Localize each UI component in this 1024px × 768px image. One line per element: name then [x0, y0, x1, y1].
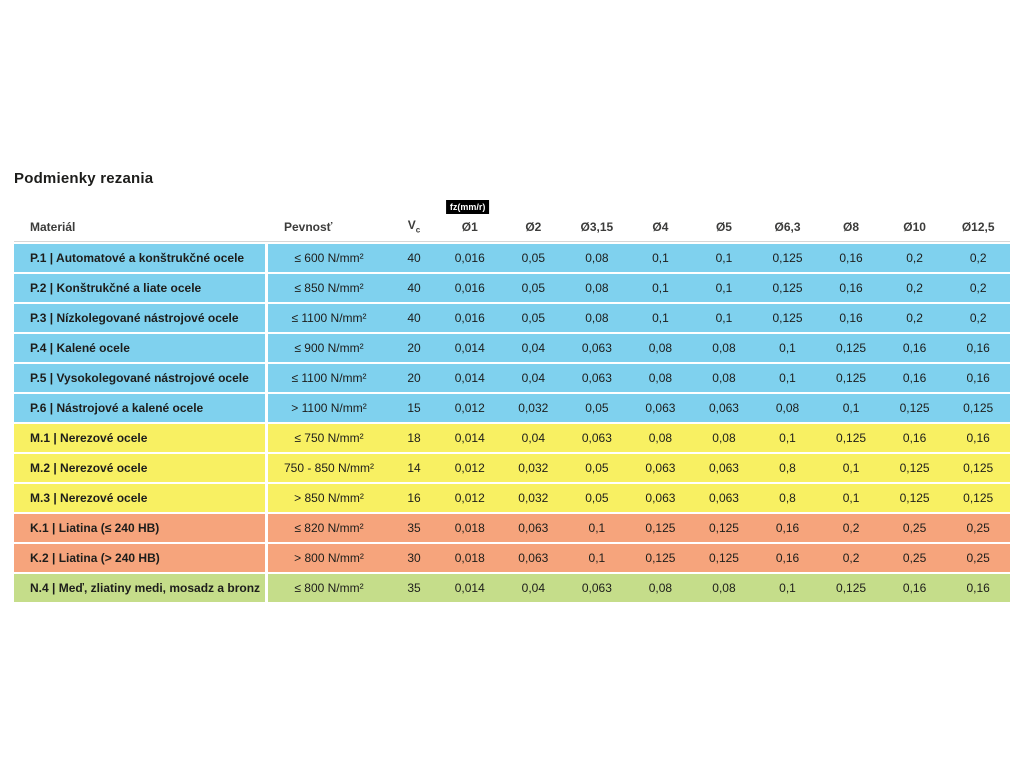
- fz-cell: 0,125: [629, 544, 693, 572]
- table-row: [14, 544, 1010, 572]
- header-diameter-9: Ø12,5: [946, 200, 1010, 242]
- fz-cell: 0,125: [883, 394, 947, 422]
- fz-cell: 0,1: [756, 574, 820, 602]
- vc-cell: 20: [390, 334, 438, 362]
- vc-cell: 40: [390, 304, 438, 332]
- vc-cell: 20: [390, 364, 438, 392]
- fz-cell: 0,063: [565, 364, 629, 392]
- fz-cell: 0,014: [438, 574, 502, 602]
- fz-cell: 0,125: [756, 244, 820, 272]
- header-vc-sub: c: [415, 225, 421, 234]
- fz-cell: 0,25: [883, 544, 947, 572]
- fz-cell: 0,032: [502, 454, 566, 482]
- header-diameter-2: Ø2: [502, 200, 566, 242]
- fz-cell: 0,05: [502, 244, 566, 272]
- fz-cell: 0,2: [883, 274, 947, 302]
- header-vc: [390, 200, 438, 242]
- fz-cell: 0,05: [502, 274, 566, 302]
- fz-cell: 0,05: [565, 484, 629, 512]
- material-cell: K.2 | Liatina (> 240 HB): [14, 544, 268, 572]
- fz-cell: 0,8: [756, 484, 820, 512]
- fz-cell: 0,125: [692, 514, 756, 542]
- fz-cell: 0,25: [946, 544, 1010, 572]
- fz-unit-badge: fz(mm/r): [446, 200, 490, 214]
- strength-cell: ≤ 600 N/mm²: [268, 244, 390, 272]
- fz-cell: 0,16: [819, 304, 883, 332]
- table-row: [14, 484, 1010, 512]
- fz-cell: 0,1: [756, 364, 820, 392]
- fz-cell: 0,014: [438, 364, 502, 392]
- header-diameter-6: Ø6,3: [756, 200, 820, 242]
- fz-cell: 0,16: [883, 364, 947, 392]
- fz-cell: 0,08: [692, 364, 756, 392]
- fz-cell: 0,08: [629, 334, 693, 362]
- fz-cell: 0,2: [819, 544, 883, 572]
- fz-cell: 0,125: [756, 304, 820, 332]
- table-row: [14, 454, 1010, 482]
- fz-cell: 0,018: [438, 544, 502, 572]
- fz-cell: 0,08: [565, 304, 629, 332]
- fz-cell: 0,1: [565, 544, 629, 572]
- fz-cell: 0,125: [946, 454, 1010, 482]
- material-cell: P.1 | Automatové a konštrukčné ocele: [14, 244, 268, 272]
- table-row: [14, 394, 1010, 422]
- fz-cell: 0,08: [629, 424, 693, 452]
- table-row: [14, 274, 1010, 302]
- fz-cell: 0,063: [692, 454, 756, 482]
- strength-cell: ≤ 1100 N/mm²: [268, 364, 390, 392]
- fz-cell: 0,016: [438, 244, 502, 272]
- strength-cell: ≤ 800 N/mm²: [268, 574, 390, 602]
- fz-cell: 0,1: [692, 304, 756, 332]
- fz-cell: 0,014: [438, 424, 502, 452]
- vc-cell: 30: [390, 544, 438, 572]
- strength-cell: > 1100 N/mm²: [268, 394, 390, 422]
- table-row: [14, 304, 1010, 332]
- fz-cell: 0,08: [629, 574, 693, 602]
- strength-cell: ≤ 750 N/mm²: [268, 424, 390, 452]
- vc-cell: 35: [390, 574, 438, 602]
- fz-cell: 0,063: [565, 574, 629, 602]
- fz-cell: 0,1: [629, 274, 693, 302]
- vc-cell: 40: [390, 274, 438, 302]
- fz-cell: 0,04: [502, 334, 566, 362]
- fz-cell: 0,125: [819, 334, 883, 362]
- material-cell: K.1 | Liatina (≤ 240 HB): [14, 514, 268, 542]
- fz-cell: 0,125: [819, 574, 883, 602]
- fz-cell: 0,16: [946, 424, 1010, 452]
- data-table: [14, 198, 1010, 604]
- fz-cell: 0,1: [819, 484, 883, 512]
- cutting-conditions-table: [14, 198, 1010, 604]
- strength-cell: ≤ 850 N/mm²: [268, 274, 390, 302]
- material-cell: P.2 | Konštrukčné a liate ocele: [14, 274, 268, 302]
- fz-cell: 0,25: [946, 514, 1010, 542]
- fz-cell: 0,063: [502, 514, 566, 542]
- fz-cell: 0,08: [565, 244, 629, 272]
- strength-cell: ≤ 820 N/mm²: [268, 514, 390, 542]
- table-row: [14, 574, 1010, 602]
- fz-cell: 0,125: [819, 364, 883, 392]
- fz-cell: 0,08: [629, 364, 693, 392]
- fz-cell: 0,05: [502, 304, 566, 332]
- vc-cell: 35: [390, 514, 438, 542]
- strength-cell: > 850 N/mm²: [268, 484, 390, 512]
- fz-cell: 0,8: [756, 454, 820, 482]
- vc-cell: 14: [390, 454, 438, 482]
- fz-cell: 0,1: [756, 334, 820, 362]
- fz-cell: 0,08: [756, 394, 820, 422]
- fz-cell: 0,125: [946, 394, 1010, 422]
- fz-cell: 0,125: [946, 484, 1010, 512]
- table-row: [14, 244, 1010, 272]
- material-cell: P.3 | Nízkolegované nástrojové ocele: [14, 304, 268, 332]
- header-diameter-7: Ø8: [819, 200, 883, 242]
- header-strength: Pevnosť: [268, 200, 390, 242]
- fz-cell: 0,063: [692, 484, 756, 512]
- fz-cell: 0,125: [692, 544, 756, 572]
- header-vc-main: V: [407, 217, 416, 232]
- fz-cell: 0,032: [502, 484, 566, 512]
- fz-cell: 0,16: [946, 334, 1010, 362]
- fz-cell: 0,16: [883, 574, 947, 602]
- fz-cell: 0,04: [502, 574, 566, 602]
- fz-cell: 0,063: [629, 394, 693, 422]
- fz-cell: 0,063: [502, 544, 566, 572]
- fz-cell: 0,012: [438, 394, 502, 422]
- header-material: Materiál: [14, 200, 268, 242]
- fz-cell: 0,04: [502, 424, 566, 452]
- vc-cell: 16: [390, 484, 438, 512]
- fz-cell: 0,2: [946, 244, 1010, 272]
- fz-cell: 0,016: [438, 304, 502, 332]
- fz-cell: 0,2: [819, 514, 883, 542]
- material-cell: N.4 | Meď, zliatiny medi, mosadz a bronz: [14, 574, 268, 602]
- strength-cell: > 800 N/mm²: [268, 544, 390, 572]
- table-row: [14, 364, 1010, 392]
- fz-cell: 0,1: [565, 514, 629, 542]
- fz-cell: 0,012: [438, 484, 502, 512]
- table-row: [14, 424, 1010, 452]
- header-diameter-4: Ø4: [629, 200, 693, 242]
- material-cell: P.6 | Nástrojové a kalené ocele: [14, 394, 268, 422]
- fz-cell: 0,16: [756, 514, 820, 542]
- fz-cell: 0,2: [946, 274, 1010, 302]
- fz-cell: 0,125: [883, 454, 947, 482]
- fz-cell: 0,018: [438, 514, 502, 542]
- material-cell: M.2 | Nerezové ocele: [14, 454, 268, 482]
- strength-cell: 750 - 850 N/mm²: [268, 454, 390, 482]
- material-cell: P.4 | Kalené ocele: [14, 334, 268, 362]
- fz-cell: 0,1: [629, 244, 693, 272]
- fz-cell: 0,1: [819, 394, 883, 422]
- fz-cell: 0,2: [946, 304, 1010, 332]
- fz-cell: 0,1: [819, 454, 883, 482]
- vc-cell: 15: [390, 394, 438, 422]
- header-diameter-8: Ø10: [883, 200, 947, 242]
- fz-cell: 0,1: [692, 274, 756, 302]
- vc-cell: 40: [390, 244, 438, 272]
- fz-cell: 0,063: [565, 334, 629, 362]
- header-diameter-1-label: Ø1: [461, 220, 478, 234]
- fz-cell: 0,125: [819, 424, 883, 452]
- table-row: [14, 334, 1010, 362]
- fz-cell: 0,1: [629, 304, 693, 332]
- header-row: [14, 200, 1010, 242]
- fz-cell: 0,063: [565, 424, 629, 452]
- fz-cell: 0,16: [883, 424, 947, 452]
- strength-cell: ≤ 1100 N/mm²: [268, 304, 390, 332]
- fz-cell: 0,125: [629, 514, 693, 542]
- strength-cell: ≤ 900 N/mm²: [268, 334, 390, 362]
- page-title: Podmienky rezania: [14, 170, 154, 187]
- fz-cell: 0,16: [819, 274, 883, 302]
- header-diameter-5: Ø5: [692, 200, 756, 242]
- fz-cell: 0,08: [692, 574, 756, 602]
- fz-cell: 0,012: [438, 454, 502, 482]
- fz-cell: 0,05: [565, 394, 629, 422]
- material-cell: M.1 | Nerezové ocele: [14, 424, 268, 452]
- fz-cell: 0,1: [692, 244, 756, 272]
- fz-cell: 0,1: [756, 424, 820, 452]
- fz-cell: 0,05: [565, 454, 629, 482]
- fz-cell: 0,16: [946, 574, 1010, 602]
- material-cell: P.5 | Vysokolegované nástrojové ocele: [14, 364, 268, 392]
- table-row: [14, 514, 1010, 542]
- fz-cell: 0,063: [629, 454, 693, 482]
- header-diameter-3: Ø3,15: [565, 200, 629, 242]
- fz-cell: 0,25: [883, 514, 947, 542]
- fz-cell: 0,125: [883, 484, 947, 512]
- fz-cell: 0,014: [438, 334, 502, 362]
- fz-cell: 0,063: [692, 394, 756, 422]
- fz-cell: 0,016: [438, 274, 502, 302]
- material-cell: M.3 | Nerezové ocele: [14, 484, 268, 512]
- fz-cell: 0,16: [946, 364, 1010, 392]
- header-diameter-1: [438, 200, 502, 242]
- fz-cell: 0,125: [756, 274, 820, 302]
- fz-cell: 0,063: [629, 484, 693, 512]
- fz-cell: 0,2: [883, 304, 947, 332]
- fz-cell: 0,16: [756, 544, 820, 572]
- fz-cell: 0,08: [692, 334, 756, 362]
- fz-cell: 0,16: [819, 244, 883, 272]
- vc-cell: 18: [390, 424, 438, 452]
- fz-cell: 0,2: [883, 244, 947, 272]
- fz-cell: 0,08: [565, 274, 629, 302]
- fz-cell: 0,032: [502, 394, 566, 422]
- fz-cell: 0,04: [502, 364, 566, 392]
- fz-cell: 0,16: [883, 334, 947, 362]
- fz-cell: 0,08: [692, 424, 756, 452]
